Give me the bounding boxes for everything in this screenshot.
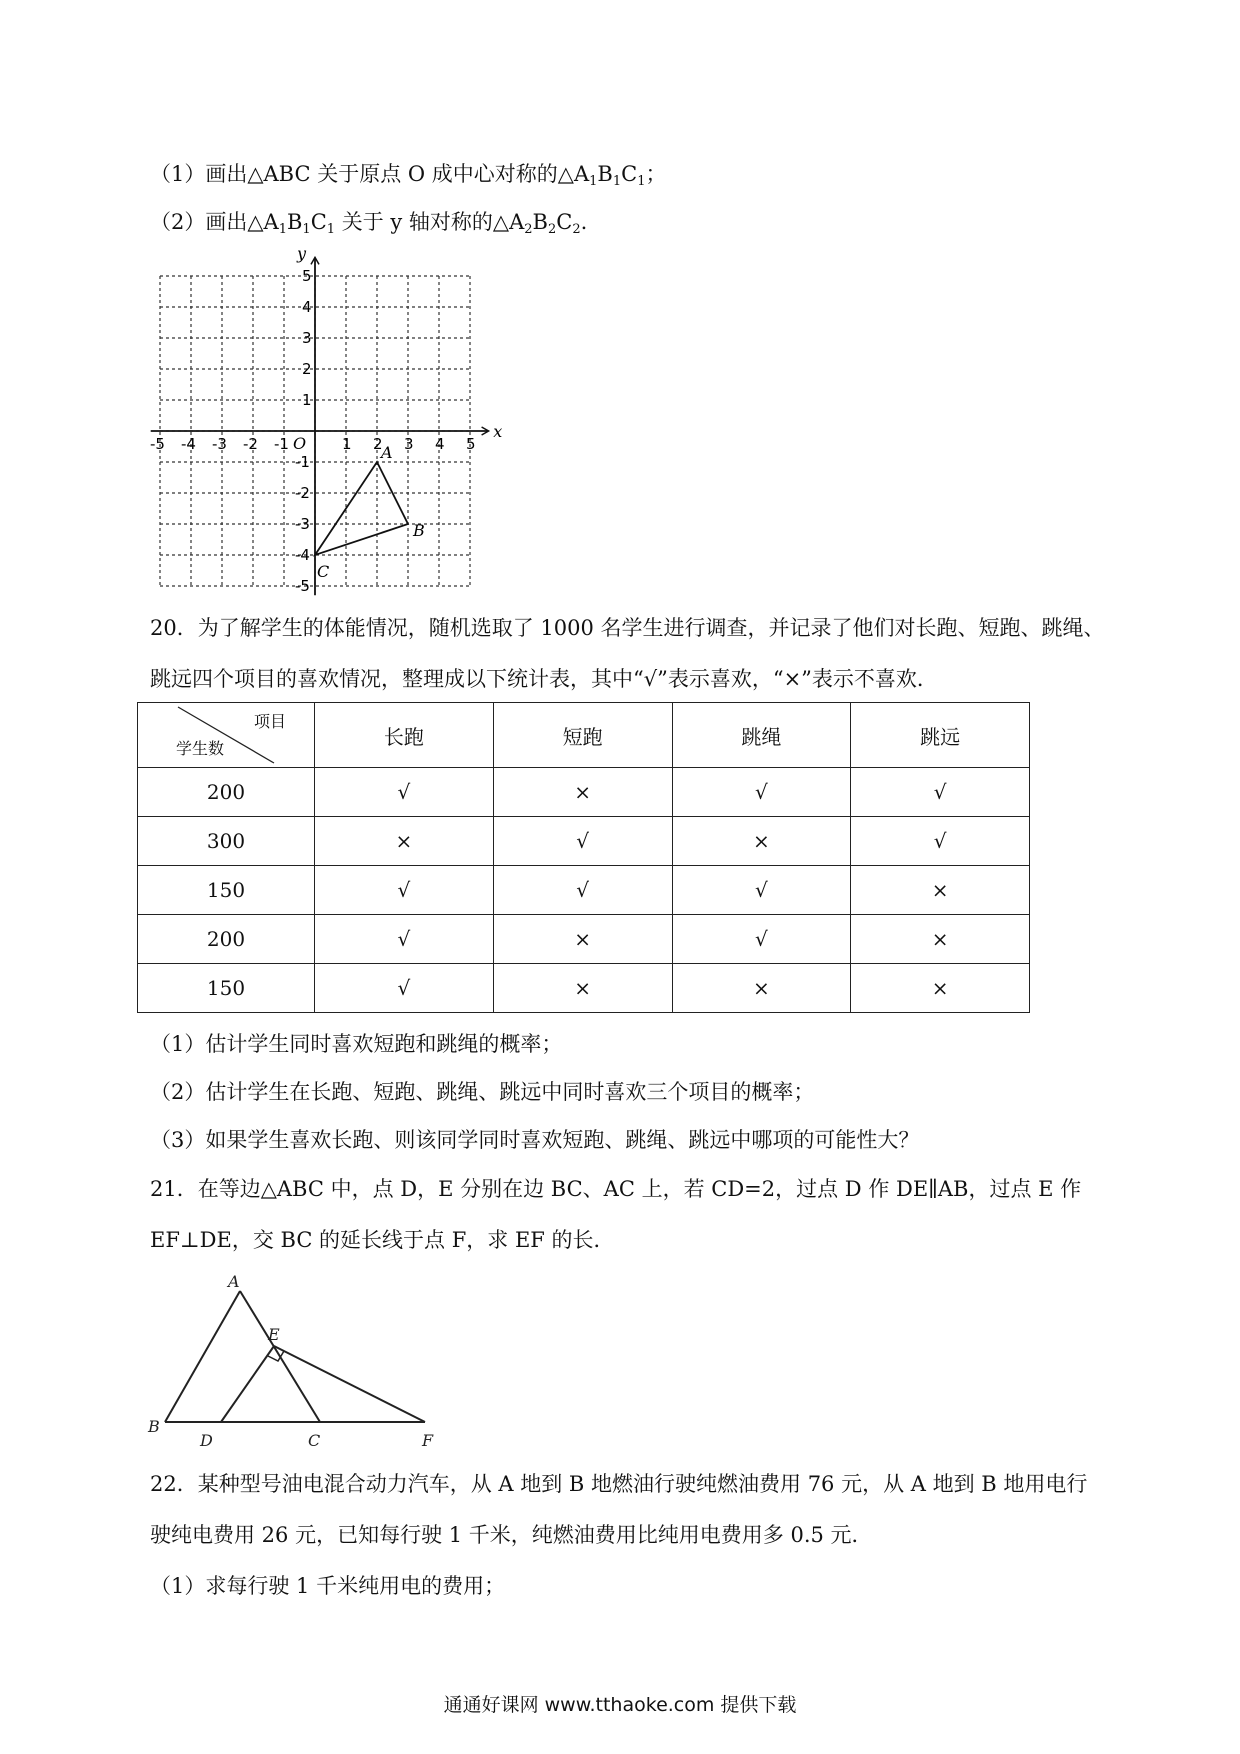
y-tick-label: 2 bbox=[302, 360, 312, 378]
q19-part2-c: C bbox=[310, 210, 327, 234]
q22-part1: （1）求每行驶 1 千米纯用电的费用； bbox=[150, 1574, 506, 1598]
q20-text-line2: 跳远四个项目的喜欢情况，整理成以下统计表，其中“√”表示喜欢，“×”表示不喜欢． bbox=[150, 667, 938, 691]
table-cell: × bbox=[493, 964, 672, 1013]
label-b: B bbox=[148, 1417, 160, 1436]
table-row bbox=[138, 866, 1030, 915]
table-cell: √ bbox=[672, 866, 851, 915]
q22-text-line1: 22．某种型号油电混合动力汽车，从 A 地到 B 地燃油行驶纯燃油费用 76 元，从 A 地到 B 地用电行 bbox=[150, 1472, 1088, 1496]
subscript: 1 bbox=[302, 222, 311, 237]
table-cell: √ bbox=[493, 866, 672, 915]
x-tick-label: 1 bbox=[342, 435, 352, 453]
y-tick-label: -1 bbox=[295, 453, 310, 471]
corner-bottom-label: 学生数 bbox=[176, 739, 225, 758]
q19-part2-text: （2）画出△A bbox=[150, 210, 279, 234]
y-tick-label: -2 bbox=[295, 484, 310, 502]
label-c: C bbox=[308, 1431, 321, 1450]
table-cell: 200 bbox=[138, 915, 315, 964]
y-tick-label: 1 bbox=[302, 391, 312, 409]
grid-axes bbox=[151, 248, 503, 595]
q19-part2-mid: 关于 y 轴对称的△A bbox=[335, 210, 525, 234]
y-tick-label: -5 bbox=[295, 577, 310, 595]
table-header-cell: 跳绳 bbox=[672, 703, 851, 768]
subscript: 1 bbox=[326, 222, 336, 237]
x-tick-label: 2 bbox=[373, 435, 383, 453]
table-header-cell: 长跑 bbox=[315, 703, 494, 768]
x-tick-label: -2 bbox=[243, 435, 258, 453]
x-tick-label: -3 bbox=[212, 435, 227, 453]
table-header-cell: 跳远 bbox=[851, 703, 1030, 768]
subscript: 1 bbox=[637, 174, 646, 189]
corner-top-label: 项目 bbox=[253, 712, 286, 731]
q19-part1-c: C bbox=[621, 162, 638, 186]
table-cell: √ bbox=[851, 817, 1030, 866]
table-row bbox=[138, 915, 1030, 964]
x-tick-label: 4 bbox=[435, 435, 445, 453]
table-row bbox=[138, 817, 1030, 866]
subscript: 1 bbox=[278, 222, 287, 237]
table-row bbox=[138, 768, 1030, 817]
x-tick-label: -1 bbox=[274, 435, 289, 453]
label-d: D bbox=[200, 1431, 213, 1450]
edge-de bbox=[221, 1346, 274, 1422]
table-cell: × bbox=[851, 866, 1030, 915]
point-label: A bbox=[381, 443, 393, 462]
x-tick-label: -4 bbox=[181, 435, 196, 453]
origin-label: O bbox=[293, 434, 307, 453]
table-cell: √ bbox=[315, 964, 494, 1013]
page-footer: 通通好课网 www.tthaoke.com 提供下载 bbox=[443, 1694, 797, 1716]
point-label: C bbox=[317, 562, 330, 581]
q22-text-line2: 驶纯电费用 26 元，已知每行驶 1 千米，纯燃油费用比纯用电费用多 0.5 元． bbox=[150, 1523, 873, 1547]
subscript: 1 bbox=[612, 174, 622, 189]
label-a: A bbox=[228, 1272, 240, 1291]
q20-part3: （3）如果学生喜欢长跑、则该同学同时喜欢短跑、跳绳、跳远中哪项的可能性大？ bbox=[150, 1128, 920, 1152]
q20-text-line1: 20．为了解学生的体能情况，随机选取了 1000 名学生进行调查，并记录了他们对长跑、短跑、跳绳、 bbox=[150, 616, 1105, 640]
table-cell: √ bbox=[315, 915, 494, 964]
y-tick-label: 5 bbox=[302, 267, 312, 285]
table-cell: × bbox=[851, 915, 1030, 964]
table-cell: × bbox=[672, 817, 851, 866]
y-tick-label: 3 bbox=[302, 329, 312, 347]
subscript: 2 bbox=[547, 222, 557, 237]
subscript: 2 bbox=[524, 222, 533, 237]
diagonal-line bbox=[138, 703, 314, 767]
table-cell: 150 bbox=[138, 866, 315, 915]
q21-text-line2: EF⊥DE，交 BC 的延长线于点 F，求 EF 的长． bbox=[150, 1228, 615, 1252]
subscript: 1 bbox=[589, 174, 598, 189]
table-cell: × bbox=[672, 964, 851, 1013]
table-cell: √ bbox=[315, 866, 494, 915]
q19-part2-b: B bbox=[286, 210, 303, 234]
q21-text-line1: 21．在等边△ABC 中，点 D，E 分别在边 BC、AC 上，若 CD=2，过点 D 作 DE∥AB，过点 E 作 bbox=[150, 1177, 1082, 1201]
q19-part1 bbox=[150, 160, 666, 196]
q20-part1: （1）估计学生同时喜欢短跑和跳绳的概率； bbox=[150, 1032, 563, 1056]
y-tick-label: -4 bbox=[295, 546, 310, 564]
survey-table bbox=[137, 702, 1030, 1013]
q19-part2-post: . bbox=[580, 210, 588, 234]
table-corner-cell bbox=[138, 703, 315, 768]
point-label: B bbox=[413, 521, 425, 540]
table-cell: × bbox=[851, 964, 1030, 1013]
table-cell: √ bbox=[315, 768, 494, 817]
table-cell: √ bbox=[672, 768, 851, 817]
q19-part2-c2: C bbox=[556, 210, 573, 234]
y-tick-label: -3 bbox=[295, 515, 310, 533]
triangle-figure bbox=[140, 1270, 460, 1455]
table-header-row bbox=[138, 703, 1030, 768]
x-tick-label: 5 bbox=[466, 435, 476, 453]
table-cell: × bbox=[315, 817, 494, 866]
edge-ba bbox=[165, 1291, 240, 1422]
table-cell: √ bbox=[493, 817, 672, 866]
coordinate-grid-figure bbox=[140, 248, 510, 606]
table-row bbox=[138, 964, 1030, 1013]
q19-part1-post: ； bbox=[645, 162, 667, 186]
q20-part2: （2）估计学生在长跑、短跑、跳绳、跳远中同时喜欢三个项目的概率； bbox=[150, 1080, 815, 1104]
label-e: E bbox=[268, 1325, 280, 1344]
x-tick-label: 3 bbox=[404, 435, 414, 453]
table-cell: × bbox=[493, 915, 672, 964]
subscript: 2 bbox=[572, 222, 581, 237]
label-f: F bbox=[422, 1431, 434, 1450]
q19-part2 bbox=[150, 208, 587, 244]
x-tick-label: -5 bbox=[150, 435, 165, 453]
table-cell: √ bbox=[672, 915, 851, 964]
table-header-cell: 短跑 bbox=[493, 703, 672, 768]
x-axis-label: x bbox=[493, 422, 503, 441]
table-cell: √ bbox=[851, 768, 1030, 817]
table-cell: 300 bbox=[138, 817, 315, 866]
triangle-outline bbox=[315, 462, 408, 555]
q19-part1-b: B bbox=[597, 162, 613, 186]
y-axis-label: y bbox=[297, 248, 307, 263]
table-cell: 200 bbox=[138, 768, 315, 817]
y-tick-label: 4 bbox=[302, 298, 312, 316]
table-cell: 150 bbox=[138, 964, 315, 1013]
table-cell: × bbox=[493, 768, 672, 817]
q19-part2-b2: B bbox=[532, 210, 548, 234]
q19-part1-text: （1）画出△ABC 关于原点 O 成中心对称的△A bbox=[150, 162, 590, 186]
